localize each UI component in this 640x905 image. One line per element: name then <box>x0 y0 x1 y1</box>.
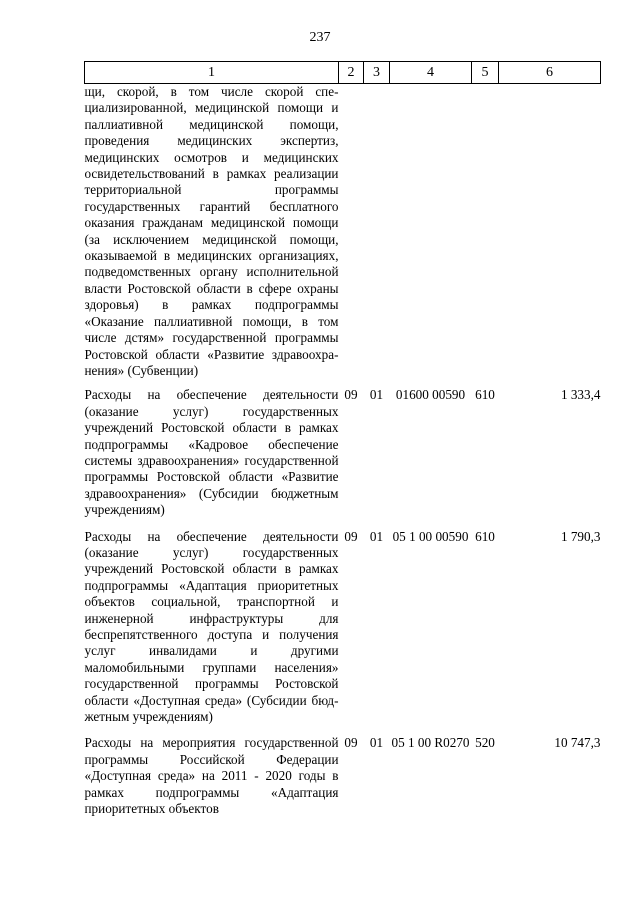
row-section-code <box>339 84 364 388</box>
row-subsection-code <box>364 84 390 388</box>
page-number: 237 <box>309 30 331 45</box>
table-row <box>85 387 601 528</box>
column-header-6: 6 <box>499 62 601 84</box>
row-amount: 10 747,3 <box>554 735 601 751</box>
row-subsection-code: 01 <box>369 387 384 403</box>
row-description: Расходы на мероприятия государственной программы Российской Федерации «Доступная среда» на 2011 - 2020 годы в рамках подпрограммы «Адаптация приоритетных объектов <box>84 735 339 817</box>
row-target-article-code <box>390 84 472 388</box>
column-header-4: 4 <box>390 62 472 84</box>
row-description: Расходы на обеспечение деятельности (оказание услуг) государственных учреждений Ростовской области в рамках подпрограммы «Адаптация приоритетных объектов социальной, транспортной и инженерной инфраструктуры для беспрепятственного доступа и получения услуг инвалидами и другими маломобильными группами населения» государственной программы Ростовской области «Доступная среда» (Субсидии бюджетным учреждениям) <box>84 528 339 725</box>
table-row <box>85 84 601 388</box>
row-expense-type-code <box>472 84 499 388</box>
row-subsection-code: 01 <box>369 528 384 544</box>
row-amount: 1 333,4 <box>560 387 601 403</box>
row-expense-type-code: 520 <box>475 735 495 751</box>
row-section-code: 09 <box>344 387 358 403</box>
row-section-code: 09 <box>344 528 358 544</box>
row-description: Расходы на обеспечение деятельности (оказание услуг) государственных учреждений Ростовской области в рамках подпрограммы «Кадровое обеспечение системы здравоохранения» государственной программы Ростовской области «Развитие здравоохранения» (Субсидии бюджетным учреждениям) <box>84 387 339 518</box>
row-expense-type-code: 610 <box>475 528 495 544</box>
row-expense-type-code: 610 <box>475 387 495 403</box>
row-description: щи, скорой, в том числе скорой специализированной, медицинской помощи и паллиативной медицинской помощи, проведения медицинских экспертиз, медицинских осмотров и медицинских освидетельствований в рамках реализации территориальной программы государственных гарантий бесплатного оказания гражданам медицинской помощи (за исключением медицинской помощи, оказываемой в медицинских организациях, подведомственных органу исполнительной власти Ростовской области в сфере охраны здоровья) в рамках подпрограммы «Оказание паллиативной помощи, в том числе дстям» государственной программы Ростовской области «Развитие здравоохранения» (Субвенции) <box>84 84 339 378</box>
column-header-5: 5 <box>472 62 499 84</box>
table-row <box>85 529 601 736</box>
row-amount: 1 790,3 <box>560 528 601 544</box>
column-header-3: 3 <box>364 62 390 84</box>
row-amount <box>499 84 601 388</box>
table-header-row <box>85 62 601 84</box>
table-row <box>85 735 601 827</box>
row-target-article-code: 05 1 00 R0270 <box>391 735 470 751</box>
budget-table <box>84 61 601 827</box>
row-subsection-code: 01 <box>369 735 384 751</box>
column-header-2: 2 <box>339 62 364 84</box>
row-section-code: 09 <box>344 735 358 751</box>
column-header-1: 1 <box>85 62 339 84</box>
row-target-article-code: 05 1 00 00590 <box>392 528 469 544</box>
row-target-article-code: 01600 00590 <box>395 387 466 403</box>
